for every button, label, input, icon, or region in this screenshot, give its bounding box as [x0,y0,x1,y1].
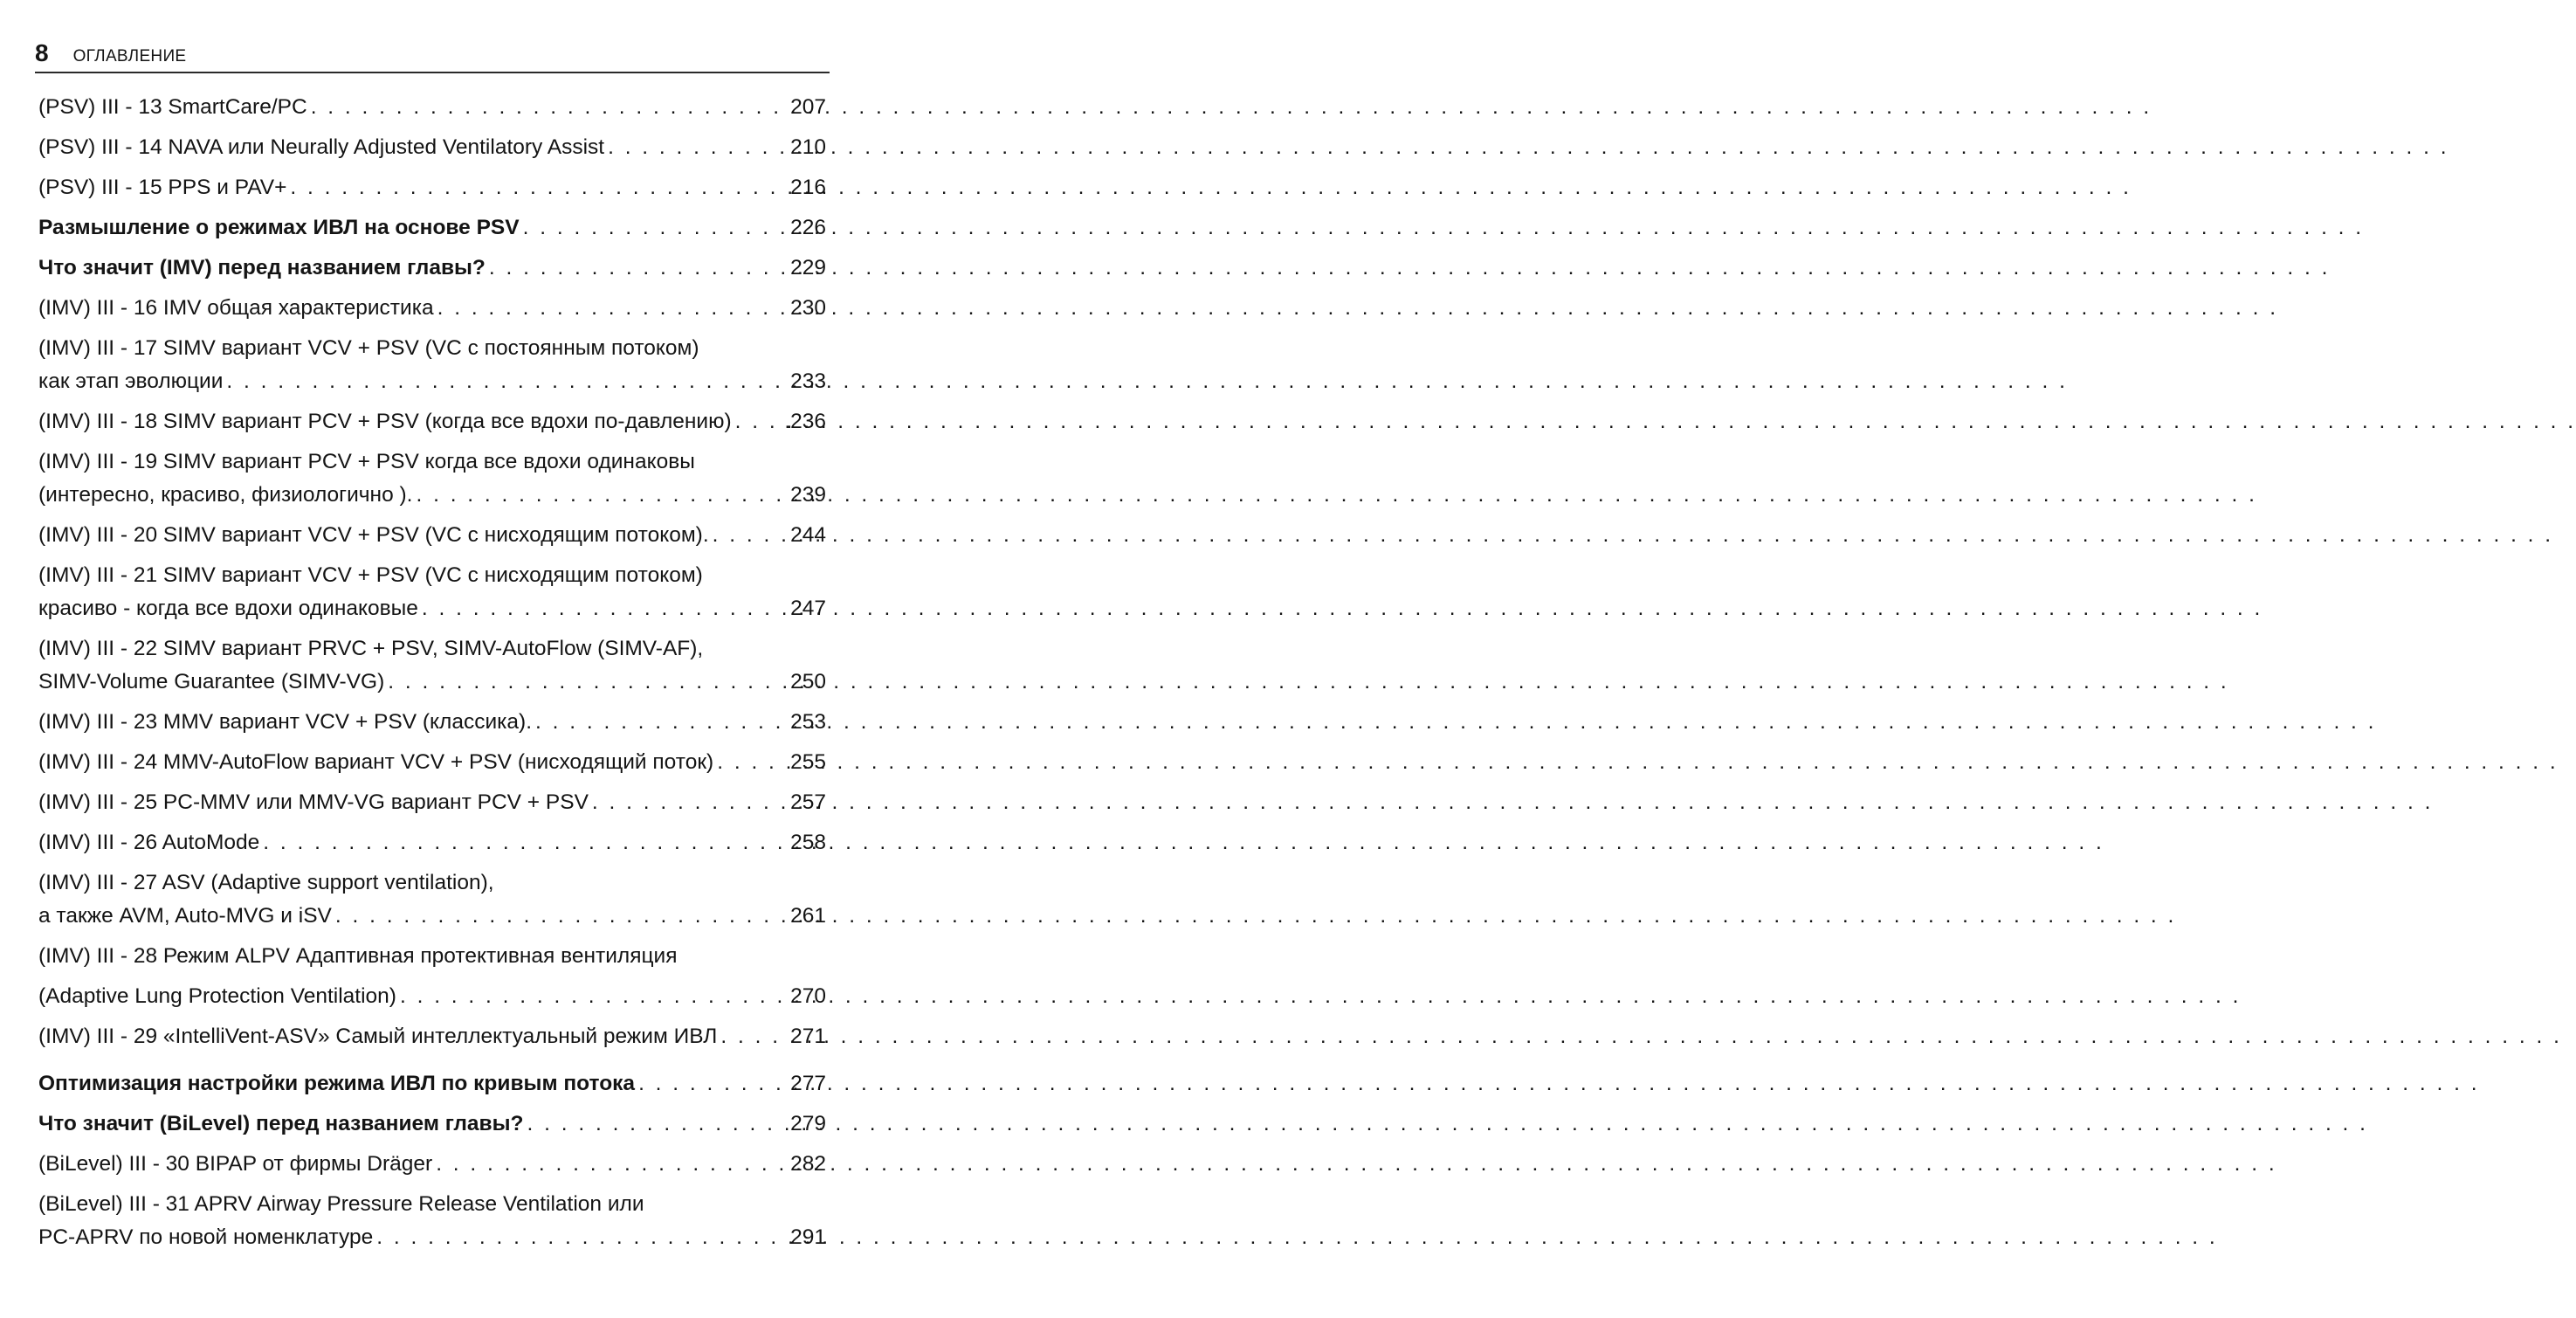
toc-entry-title: (BiLevel) III - 30 BIPAP от фирмы Dräger [38,1152,433,1176]
toc-entry-page: 230 [790,296,826,320]
toc-entry-page: 250 [790,670,826,694]
toc-entry-page: 258 [790,831,826,854]
dot-leader [307,91,790,124]
toc-entry-page: 291 [790,1225,826,1249]
toc-entry [38,171,826,204]
toc-entry [38,786,826,819]
toc-entry [38,91,826,124]
toc-entry [38,1148,826,1181]
toc-entry-title: (IMV) III - 18 SIMV вариант PCV + PSV (когда все вдохи по-давлению) [38,410,732,433]
toc-entry-title: (PSV) III - 14 NAVA или Neurally Adjusted Ventilatory Assist [38,135,605,159]
toc-entry-title: (интересно, красиво, физиологично ). [38,483,413,507]
toc-entry-page: 282 [790,1152,826,1176]
toc-entry-title: SIMV-Volume Guarantee (SIMV-VG) [38,670,385,694]
toc-entry-page: 210 [790,135,826,159]
dot-leader [635,1067,790,1101]
dot-leader [332,900,790,933]
toc-entry-first-line: (IMV) III - 17 SIMV вариант VCV + PSV (VC с постоянным потоком) [38,336,699,360]
toc-entry-title: красиво - когда все вдохи одинаковые [38,597,418,620]
toc-entry-page: 257 [790,790,826,814]
toc-entry [38,826,826,859]
dot-leader [532,706,790,739]
toc-entry-page: 277 [790,1072,826,1095]
toc-entry-page: 261 [790,904,826,928]
dot-leader [432,1148,790,1181]
toc-entry [38,519,826,552]
toc-entry-title: (IMV) III - 24 MMV-AutoFlow вариант VCV + PSV (нисходящий поток) [38,750,714,774]
dot-leader [384,666,790,699]
header-rule [35,72,830,73]
toc-entry-title: (IMV) III - 25 PC-MMV или MMV-VG вариант PCV + PSV [38,790,589,814]
toc-entry-first-line: (IMV) III - 19 SIMV вариант PCV + PSV когда все вдохи одинаковы [38,450,695,473]
dot-leader [520,211,790,245]
dot-leader [434,292,791,325]
toc-entry-multiline [38,1188,826,1254]
toc-entry [38,706,826,739]
toc-entry-title: (PSV) III - 15 PPS и PAV+ [38,176,287,199]
toc-entry [38,405,826,438]
dot-leader [286,171,790,204]
toc-entry-title: а также AVM, Auto-MVG и iSV [38,904,332,928]
toc-entry-title: как этап эволюции [38,369,224,393]
toc-entry [38,292,826,325]
toc-entry-title: (Adaptive Lung Protection Ventilation) [38,984,396,1008]
toc-entry-bold [38,252,826,285]
toc-entry-page: 233 [790,369,826,393]
toc-entry [38,746,826,779]
dot-leader [418,592,790,625]
toc-entry-first-line: (IMV) III - 22 SIMV вариант PRVC + PSV, SIMV-AutoFlow (SIMV-AF), [38,637,704,660]
toc-entry-page: 244 [790,523,826,547]
toc-entry [38,131,826,164]
toc-entry-bold [38,1108,826,1141]
toc-entry-title: (PSV) III - 13 SmartCare/PC [38,95,307,119]
table-of-contents [38,91,826,1254]
toc-entry-page: 226 [790,216,826,239]
running-header [35,38,831,68]
toc-entry-first-line: (IMV) III - 28 Режим ALPV Адаптивная протективная вентиляция [38,944,678,968]
toc-entry-page: 216 [790,176,826,199]
toc-entry-bold [38,211,826,245]
toc-entry-title: Оптимизация настройки режима ИВЛ по кривым потока [38,1072,636,1095]
toc-entry-title: Что значит (BiLevel) перед названием главы? [38,1112,524,1135]
toc-entry-page: 253 [790,710,826,734]
toc-entry-title: (IMV) III - 23 MMV вариант VCV + PSV (классика). [38,710,532,734]
dot-leader [589,786,790,819]
toc-entry-first-line: (IMV) III - 21 SIMV вариант VCV + PSV (VC с нисходящим потоком) [38,563,703,587]
toc-entry-page: 279 [790,1112,826,1135]
toc-entry-title: (IMV) III - 26 AutoMode [38,831,260,854]
page-number: 8 [35,39,49,66]
toc-entry-page: 270 [790,984,826,1008]
dot-leader [373,1221,790,1254]
toc-entry-bold [38,1067,826,1101]
toc-entry-title: (IMV) III - 20 SIMV вариант VCV + PSV (VC с нисходящим потоком). [38,523,709,547]
toc-entry-page: 207 [790,95,826,119]
dot-leader [259,826,790,859]
toc-entry-title: (IMV) III - 29 «IntelliVent-ASV» Самый интеллектуальный режим ИВЛ [38,1025,718,1048]
dot-leader [604,131,790,164]
toc-entry-multiline [38,445,826,512]
toc-entry-title: (IMV) III - 16 IMV общая характеристика [38,296,434,320]
toc-entry-title: PC-APRV по новой номенклатуре [38,1225,374,1249]
dot-leader [223,365,790,398]
dot-leader [717,1020,790,1053]
toc-entry-page: 229 [790,256,826,279]
section-title: ОГЛАВЛЕНИЕ [72,47,187,66]
toc-entry-multiline [38,559,826,625]
dot-leader [486,252,790,285]
toc-entry-title: Что значит (IMV) перед названием главы? [38,256,486,279]
dot-leader [713,746,790,779]
dot-leader [396,980,790,1013]
toc-entry-multiline [38,866,826,933]
dot-leader [709,519,790,552]
dot-leader [412,479,790,512]
toc-entry-page: .236 [784,410,826,433]
toc-entry-first-line: (BiLevel) III - 31 APRV Airway Pressure Release Ventilation или [38,1192,644,1216]
toc-entry-page: 247 [790,597,826,620]
toc-entry-title: Размышление о режимах ИВЛ на основе PSV [38,216,520,239]
book-page [0,0,873,1318]
toc-entry-multiline [38,332,826,398]
toc-entry-page: 271 [790,1025,826,1048]
toc-entry-multiline [38,940,826,1013]
toc-entry-page: 239 [790,483,826,507]
toc-entry [38,1020,826,1053]
toc-entry-multiline [38,632,826,699]
toc-entry-page: 255 [790,750,826,774]
dot-leader [524,1108,791,1141]
dot-leader [732,405,785,438]
toc-entry-first-line: (IMV) III - 27 ASV (Adaptive support ventilation), [38,871,494,894]
